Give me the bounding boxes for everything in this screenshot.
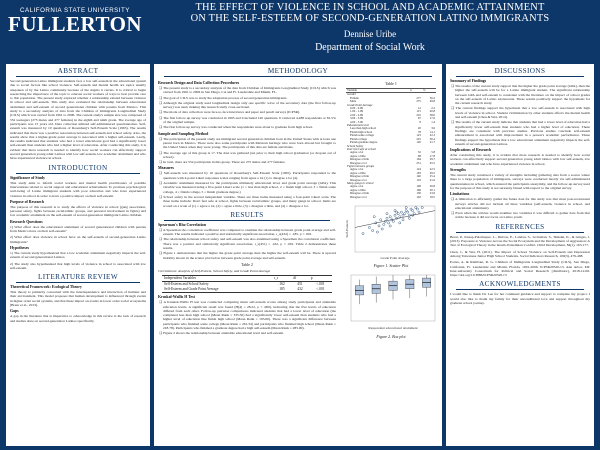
table-cell: 23.6 (429, 191, 435, 196)
table-cell: School Safety (347, 143, 364, 148)
table-cell: Finish graduate degree (350, 140, 378, 145)
table-cell: 29.5 (429, 170, 435, 175)
table-cell: 148 (416, 184, 421, 189)
list-item: ❑ Academic attainment measured for the participants ultimately educational level, and grade point average (GPA). This variable was measured using a five-point Likert scale (1 = less than high school, 2 = finish high school, 3 = finish some college, 4 = finish college, 5 = finish graduate degree.) (159, 181, 337, 194)
poster-title-line1: THE EFFECT OF VIOLENCE IN SCHOOL AND ACADEMIC ATTAINMENT (195, 2, 545, 13)
left-panel (6, 64, 150, 446)
implications-text: After conducting this study, it is evident that more research is needed to identify how social workers can effectively support second generation young adult latinos with low self-esteem, low academic attainment and who have experienced violence in school. (450, 153, 590, 166)
spearman-heading: Spearman's Rho Correlation (158, 222, 206, 227)
table-cell: 166 (416, 187, 421, 192)
list-item: ❑ The first follow-up survey was conducted in 1995 and it included 120 questions. It retrieved 4,288 respondents or 81.5% of the original sample. (159, 115, 336, 125)
table-cell: 32 (417, 150, 421, 155)
table-cell: 25.4 (429, 174, 435, 179)
table-cell: Self-Esteem and School Safety (164, 282, 209, 287)
author-name: Dennise Uribe (343, 29, 397, 39)
list-item: ❑ The relationship between school safety and self-esteem was also examined using a Spearman rho correlation coefficient. There was a positive and statistically significant association, r_s(451) = .162, p < .001. Table 2 demonstrates these results. (159, 237, 336, 251)
table-cell: 18.5 (429, 194, 435, 199)
table-cell: 130 (416, 191, 421, 196)
table-cell: 1.4 (431, 119, 435, 124)
significance-heading: Significance of Study (10, 175, 46, 180)
figure2-caption: Figure 2. Box plot (376, 334, 406, 339)
table-cell: 164 (416, 157, 421, 162)
table-cell: 119 (416, 177, 421, 182)
list-item: ❑ The first follow-up survey was conducted when the respondents were about to graduate from high school. (159, 125, 314, 130)
y-axis-label: Self-Esteem (345, 220, 349, 238)
gaps-heading: Gaps (10, 309, 19, 314)
table-cell: 251 (416, 160, 421, 165)
table-header: p (309, 276, 332, 282)
table-cell: 36.4 (429, 136, 435, 141)
list-item: ❑ School safety in the second independent variable. There are three items measured using a four-point Likert scale. The three items include: Don't feel safe at school, fights between racial/ethnic groups, and many gangs in school. Items are scored on a scale of (1) = agree a lot, (2) = agree a little, (3) = disagree a little, and (4) = disagree a lot. (159, 194, 336, 208)
table-cell: Less than high school (350, 126, 377, 131)
table-cell: 1.00 - 1.99 (350, 109, 363, 114)
table-cell: Agree a little (350, 187, 366, 192)
table-row (162, 287, 332, 293)
reference-item: Portes, A. & Rumbaut, R. G. Children of Immigrants Longitudinal Study (CILS), San Diego, California, Ft. Lauderdale and Miami, Florida, 1991-2006. ICPSR20520-v3. Ann Arbor, MI: Inter-university Consortium for Political and Social Research [distributor], 2018-12-06. https://doi.org/10.3886/ICPSR20520.v3 (450, 260, 590, 278)
title-block (150, 2, 590, 53)
methodology-heading: METHODOLOGY (154, 67, 442, 77)
table-cell: 2.00 - 2.99 (350, 112, 363, 117)
table-cell: Agree a little (350, 153, 366, 158)
acknowledgments-text: I would like to thank Dr. Lee for her continued guidance and support to complete my project. I would also like to thank my family for their unconditional love and support throughout my graduate school journey. (450, 292, 590, 305)
list-item: ❑ The participants of the present study are immigrant second generation children born in the United States with at least one parent born in Mexico. There were also some participants with Mexican heritage who were born abroad but brought to the United States when they were young. The participants of this data are female and males. (159, 136, 336, 150)
x-axis-label: Respondent educational attainment (368, 326, 418, 330)
table-cell: Agree a lot (350, 150, 364, 155)
discussions-heading: DISCUSSIONS (446, 67, 594, 77)
results-heading: RESULTS (154, 211, 340, 221)
table-cell: 78 (417, 129, 421, 134)
logo-top-text: CALIFORNIA STATE UNIVERSITY (20, 7, 130, 14)
hypothesis-1: 1) The current study hypothesized that a low academic attainment negatively impacts the self-esteem of second generational Latinos. (10, 250, 146, 260)
table-cell: Disagree a lot (350, 177, 367, 182)
significance-text: This study aims to inform social workers and mental health practitioners of possible interventions related to social support and educational achievement. To promote psychological well-being of Latino immigrant students with poor education and who have experienced violence in school in order to have a positive impact on their self-esteem. (10, 180, 146, 198)
strengths-heading: Strengths (450, 168, 466, 173)
table-cell: 163 (416, 170, 421, 175)
table-cell: 3.00 - 3.99 (350, 116, 363, 121)
hypothesis-2: 2) The study also hypothesized that high levels of violence in school is associated with low self-esteem. (10, 261, 146, 270)
table-cell: Educational Level (347, 123, 369, 128)
table-cell: 17.8 (429, 153, 435, 158)
strengths-text: The current study construed a variety of strengths including gathering data from a source where there is a large population of immigrants, surveys were conducted mostly via self-administered questionnaires in school, which ensured the participants anonymity, and the follow-up survey used for the purpose of this study is not seriously biased with respect to the original survey. (450, 173, 590, 190)
sample-heading: Sample and Sampling Method (158, 131, 209, 136)
right-panel (446, 64, 594, 446)
table-cell: 98 (417, 153, 421, 158)
table-cell: 275 (416, 99, 421, 104)
list-item: ❑ A Kruskal-Wallis H test was conducted comparing mean self-esteem scores among study participants and attainable education levels. A significant result was found (H(4) = 28.22, p < .000), indicating that the five levels of education differed from each other. Follow-up pairwise comparisons indicated students that had a lower level of education (the completed less than high school (Mean Rank = 335.50) had a significantly lower self-esteem than students who had a higher level of education like finish high school (Mean Rank = 195.00). There was a significant difference between participants who finished some college (Mean Rank = 261.34) and participants who finished high school (Mean Rank = 218.78). Participants who finished a graduate degree had a high self-esteem (Mean Rank = 285.00). (159, 300, 336, 330)
demographics-table (346, 88, 436, 199)
table-cell: 17.6 (429, 116, 435, 121)
table-cell: Disagree a lot (350, 194, 367, 199)
limitations-heading: Limitations (450, 192, 470, 197)
table-header: df (291, 276, 309, 282)
table-cell: 29.7 (429, 157, 435, 162)
table-cell: 20 (417, 126, 421, 131)
table-cell: 4.00 - 5.00 (350, 119, 363, 124)
figure1-caption: Figure 1. Scatter Plot (373, 263, 409, 268)
box-plot (343, 271, 439, 333)
table-cell: 30.1 (429, 187, 435, 192)
university-logo (8, 7, 142, 34)
poster-header (0, 0, 600, 58)
department-name: Department of Social Work (315, 42, 425, 53)
table-cell: Grade Point Average (347, 102, 373, 107)
table-cell: 115 (416, 109, 421, 114)
table-cell: 102 (416, 194, 421, 199)
table-cell: <.001 (309, 287, 332, 293)
table-cell: 3.6 (431, 126, 435, 131)
table-cell: Male (350, 99, 357, 104)
table-cell: 14.1 (429, 129, 435, 134)
summary-heading: Summary of Findings (450, 79, 487, 83)
correlation-table (162, 275, 332, 293)
list-item: ❑ The results of the current study support that the higher the grade point average (GPA), then the higher the self-esteem will be for a Latino immigrant student. The significant relationship between GPA and self-esteem is consistent with the literature on the impact of school grades on the self-esteem of Latino adolescents. These results positively support the hypothesis for the current research study. (451, 84, 590, 106)
table-cell: 277 (416, 95, 421, 100)
table-cell: 201 (416, 136, 421, 141)
theory-heading: Theoretical Framework: Ecological Theory (10, 285, 82, 290)
list-item: ❑ Self-esteem was measured by 10 questions of Rosenberg's Self-Esteem Scale (1965). Participants responded to the questions with 4-point Likert responses scales ranging from agree a lot (1) to disagree a lot (4). (159, 171, 336, 180)
gaps-text: A gap in the literature that is imperative to acknowledge in this review is the lack of research and studies done on second-generation Latinos specifically. (10, 314, 146, 323)
table-cell: Finish high school (350, 129, 373, 134)
list-item: ❑ The mode of data collection were face-to-face interviews and paper and pencil surveys (ICPSR). (159, 110, 301, 115)
table-cell: 49.8 (429, 99, 435, 104)
list-item: ❑ A Spearman rho correlation coefficient was computed to examine the relationship between grade point average and self-esteem. The results indicated a positive and statistically significant association, r_s(432) = .185, p < .001. (159, 227, 336, 237)
table-cell: 50.2 (429, 95, 435, 100)
table-cell: Disagree a lot (350, 160, 367, 165)
table-cell: Disagree a little (350, 157, 369, 162)
scatter-plot (343, 202, 439, 262)
literature-review-heading: LITERATURE REVIEW (6, 273, 150, 283)
table-cell: 8 (419, 119, 421, 124)
table-cell: 0.00 - 0.99 (350, 106, 363, 111)
table-cell: Agree a little (350, 170, 366, 175)
list-item: ❑ In total, there are 552 participants in this group. There are 275 males and 277 females. (159, 160, 286, 165)
list-item: ❑ Even when the articles would examine two variables it was difficult to gather data from that article because it did not focus on Latino youth. (451, 211, 590, 220)
table-cell: 123 (416, 133, 421, 138)
list-item: ❑ The results of the current study indicate that students that had a lower level of education had a significantly lower self-esteem than students who had a higher level of education. These findings are consistent with previous studies. Previous studies conclude self-esteem enhancement is associated with improvement in a person's academic performance. These findings support the hypothesis that a low educational attainment negatively impacts the self-esteem of second-generation Latinos. (451, 120, 590, 146)
table-cell: 97 (417, 116, 421, 121)
table-cell: Gender (347, 92, 356, 97)
table-cell: 12 (417, 106, 421, 111)
table-cell: 38.0 (429, 112, 435, 117)
table-cell: 432 (291, 287, 309, 293)
table-cell: Disagree a little (350, 191, 369, 196)
table2-caption: Table 2 (241, 261, 253, 267)
table-cell: 140 (416, 174, 421, 179)
table-row (346, 196, 436, 199)
middle-panel (154, 64, 442, 446)
table2-title: Correlations: Analysis of Self-Esteem, School Safety, and Grade Point Average (158, 268, 271, 273)
list-item: ❑ The goal of CILS was to study the adaptation process of second generation immigrants. (159, 95, 288, 100)
table-cell: 26.8 (429, 184, 435, 189)
abstract-heading: ABSTRACT (6, 67, 150, 77)
reference-item: Breur, P., Knaap-Palomeque, L., Dubow, E., Landau, S., Gvirsman, S., Shikaki, K., & Ginges, J. (2013). Exposure to Violence Across the Social Ecosystem and the Development of Aggression: A Test of Ecological Theory in the Israeli–Palestinian Conflict. Child Development, 84(1), 163-177. (450, 234, 590, 248)
list-item: ❑ Although the original study used longitudinal design only one specific wave of the secondary data (the first follow-up survey) was used, making this research study cross-sectional. (159, 100, 336, 110)
table-cell: 2.2 (431, 106, 435, 111)
research-question-2: 2) What effect does violence in school have on the self-esteem of second-generation Latino immigrants? (10, 235, 146, 244)
table-cell: 210 (416, 112, 421, 117)
table-header: % (422, 89, 436, 93)
table-cell: Finish college (350, 136, 367, 141)
table-cell: Disagree a little (350, 174, 369, 179)
kruskal-wallis-heading: Kruskal-Wallis H Test (158, 295, 195, 300)
poster-title-line2: ON THE SELF-ESTEEM OF SECOND-GENERATION LATINO IMMIGRANTS (190, 13, 550, 24)
list-item: ❑ The present study is a secondary analysis of the data from Children of Immigrants Longitudinal Study (CILS) which was carried from 1991 to 2006 in San Diego, CA and Ft. Lauderdale and Miami, FL. (159, 86, 336, 95)
table-cell: 5.8 (431, 150, 435, 155)
list-item: ❑ The average age of this group is 17. The data was gathered just prior to their high school graduation (or dropout out of school). (159, 150, 336, 159)
reference-item: Chen, J., & Wei, H. (2011). The Impact of School Violence on Self-Esteem and Depression Among Taiwanese Junior High School Students. Social Indicators Research, 100(3), 479-498. (450, 249, 590, 258)
table-cell: 45.5 (429, 160, 435, 165)
table-header: Independent Variables (162, 276, 272, 282)
research-questions-heading: Research Questions (10, 219, 43, 224)
table-cell: 20.8 (429, 109, 435, 114)
list-item: ❑ Figure 2 shows the relationship between attainable educational level and self-esteem. (159, 331, 284, 336)
table-cell: Agree a lot (350, 167, 364, 172)
list-item: ❑ A limitation to efficiently gather the future data for this study was that most post-recessional surveys articles did not include all three variables (self-esteem, violence in school, and educational attainment). (451, 197, 590, 210)
table-cell: 22.3 (429, 133, 435, 138)
table-cell: Don't feel safe at school (347, 146, 376, 151)
purpose-heading: Purpose of Research (10, 199, 45, 204)
table-cell: Self-Esteem and Grade Point Average (162, 287, 272, 293)
abstract-text: Second generation Latino immigrant students face a low self-esteem in the educational system due to social factors like school violence. Self-esteem and mental health are topics usually unspoken of by the Latino community because of the stigma it carries. It is critical to begin researching the importance of the topic to educate social workers of ways to best provide care to this population. The present study explored whether a relationship existed between violence in school and self-esteem. This study also evaluated the relationship between educational attainment and self-esteem of second generational children with parents from Mexico. This study is a secondary analysis of data from the Children of Immigrants Longitudinal Study (CILS) which was carried from 1991 to 2006. The current study's sample size was composed of 552 teenagers (275 males and 277 females) in the eighth and ninth grade. The average age of participants was 15 years old. Data collection utilized self-administered questionnaires. Self-esteem was measured by 10 questions of Rosenberg's Self-Esteem Scale (1965). The results indicated that there was a positive association between self-esteem and school safety. Also, the results show that a higher-grade point average is associated with a higher self-esteem. Lastly, the results indicated that students who had a lower educational goal had a significantly lower self-esteem than students who had a higher level of education. After conducting this study, it is evident that more research is needed to identify how social workers can effectively support second generation young adult Latinos with low self-esteem, low academic attainment and who have experienced violence in school. (10, 79, 146, 161)
table-header: r_s (272, 276, 291, 282)
table-cell: Agree a lot (350, 184, 364, 189)
middle-left-column (154, 79, 340, 337)
table-header: Variable (346, 89, 409, 93)
research-question-1: 1) What effect does the educational attainment of second generational children with parents from Mexico have on their self-esteem? (10, 224, 146, 234)
x-axis-label: Grade Point Average (380, 256, 410, 260)
table-cell: .162 (278, 282, 285, 287)
measures-heading: Measures (158, 166, 174, 171)
table-cell: 451 (297, 282, 303, 287)
table1-caption: Table 1 (385, 81, 397, 86)
implications-heading: Implications of Research (450, 148, 492, 153)
table-cell: 22.5 (429, 167, 435, 172)
list-item: ❑ Figure 1 demonstrates that the higher the grade point average then the higher the self-esteem will be. There is upward mobility shown in the scatter plot below between grade point average and self-esteem. (159, 251, 336, 260)
theory-text: This theory is primarily concerned with the interdependence and interaction of humans and their environment. This model proposes that human development is influenced through events in higher order social systems, and that these impact on events in lower order social ecosystems (Breur et al., 2013). (10, 290, 146, 307)
table-cell: <.001 (316, 282, 325, 287)
table-cell: .185 (272, 287, 291, 293)
design-heading: Research Design and Data Collection Procedures (158, 81, 240, 85)
logo-main-text: FULLERTON (8, 12, 143, 36)
table-cell: Many gangs in school (347, 180, 374, 185)
purpose-text: The purpose of this research is to study the effects of violence in school (gang association, personal safety, fights between racial/ethnic groups, and personal involvement in fights) and low academic attainment on the self-esteem of second-generation immigrant Latino children. (10, 204, 146, 218)
hypotheses-heading: Hypotheses (10, 245, 30, 250)
table-cell: 21.7 (429, 140, 435, 145)
table-cell: 124 (416, 167, 421, 172)
table-header: n (409, 89, 422, 93)
acknowledgments-heading: ACKNOWLEDGMENTS (446, 280, 594, 290)
design-list (154, 86, 340, 130)
middle-right-column (342, 79, 440, 342)
introduction-heading: INTRODUCTION (6, 164, 150, 174)
table-cell: Fights between groups (347, 163, 375, 168)
table-cell: Female (350, 95, 359, 100)
table-cell: 21.6 (429, 177, 435, 182)
table-cell: Finish some college (350, 133, 374, 138)
references-heading: REFERENCES (446, 223, 594, 233)
list-item: ❑ The current findings support the hypothesis that a low self-esteem is associated with high levels of violence in school. Student victimization by other students affects the mental health and self-esteem (Chen & Wei, 2014). (451, 106, 590, 120)
table-cell: 120 (416, 140, 421, 145)
